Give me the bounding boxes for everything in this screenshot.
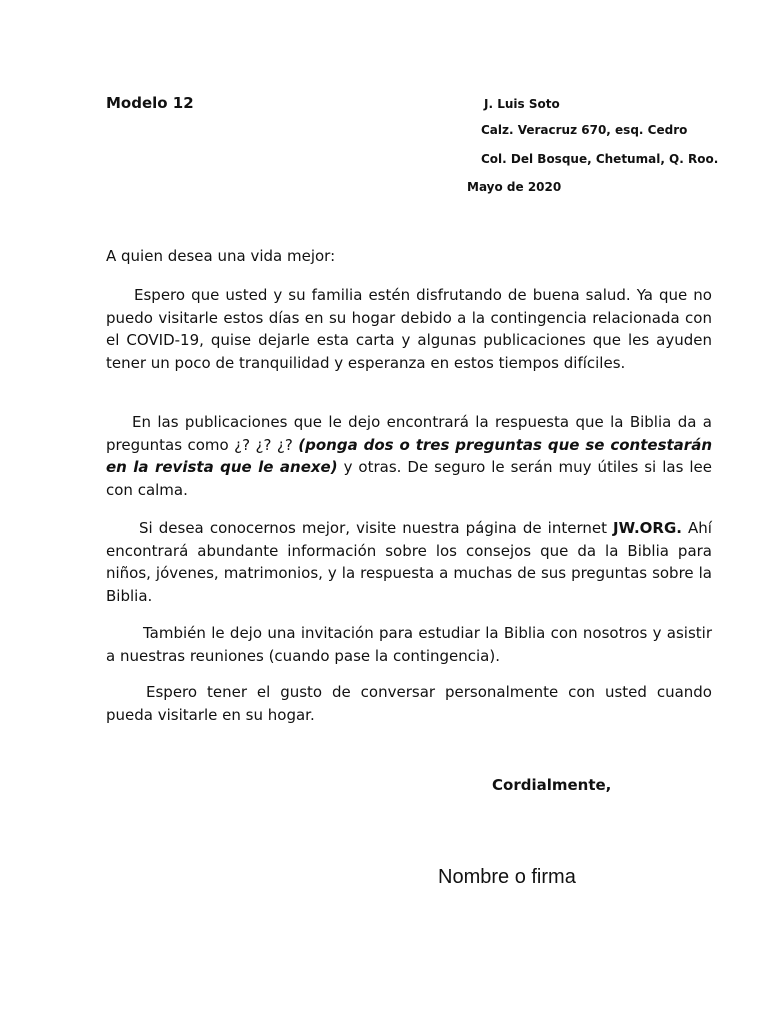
website-name: JW.ORG. (613, 519, 682, 537)
paragraph-publications-instruction: (ponga dos o tres preguntas que se contestarán en la revista que le anexe) (106, 435, 712, 477)
paragraph-visit: Espero tener el gusto de conversar personalmente con usted cuando pueda visitarle en su hogar. (106, 683, 712, 724)
sender-name: J. Luis Soto (484, 97, 560, 111)
salutation: A quien desea una vida mejor: (106, 247, 336, 265)
signature-placeholder: Nombre o firma (438, 866, 576, 888)
paragraph-publications (106, 411, 712, 501)
sender-colonia-city: Col. Del Bosque, Chetumal, Q. Roo. (481, 152, 719, 166)
paragraph-publications-intro: En las publicaciones que le dejo encontrará la respuesta que la Biblia da a preguntas como ¿? ¿? ¿? (106, 413, 712, 454)
paragraph-greeting: Espero que usted y su familia estén disfrutando de buena salud. Ya que no puedo visitarle estos días en su hogar debido a la contingencia relacionada con el COVID-19, quise dejarle esta carta y algunas publicaciones que les ayuden tener un poco de tranquilidad y esperanza en estos tiempos difíciles. (106, 286, 712, 372)
paragraph-website-ending: Ahí encontrará abundante información sobre los consejos que da la Biblia para niños, jóvenes, matrimonios, y la respuesta a muchas de sus preguntas sobre la Biblia. (106, 519, 712, 605)
closing: Cordialmente, (492, 776, 612, 794)
paragraph-publications-ending: y otras. De seguro le serán muy útiles si las lee con calma. (106, 458, 712, 499)
paragraph-website-intro: Si desea conocernos mejor, visite nuestra página de internet (139, 519, 614, 537)
letter-date: Mayo de 2020 (467, 180, 562, 194)
paragraph-website (106, 517, 712, 607)
model-title: Modelo 12 (106, 94, 194, 112)
sender-street-address: Calz. Veracruz 670, esq. Cedro (481, 123, 688, 137)
paragraph-invitation: También le dejo una invitación para estudiar la Biblia con nosotros y asistir a nuestras reuniones (cuando pase la contingencia). (106, 624, 712, 665)
